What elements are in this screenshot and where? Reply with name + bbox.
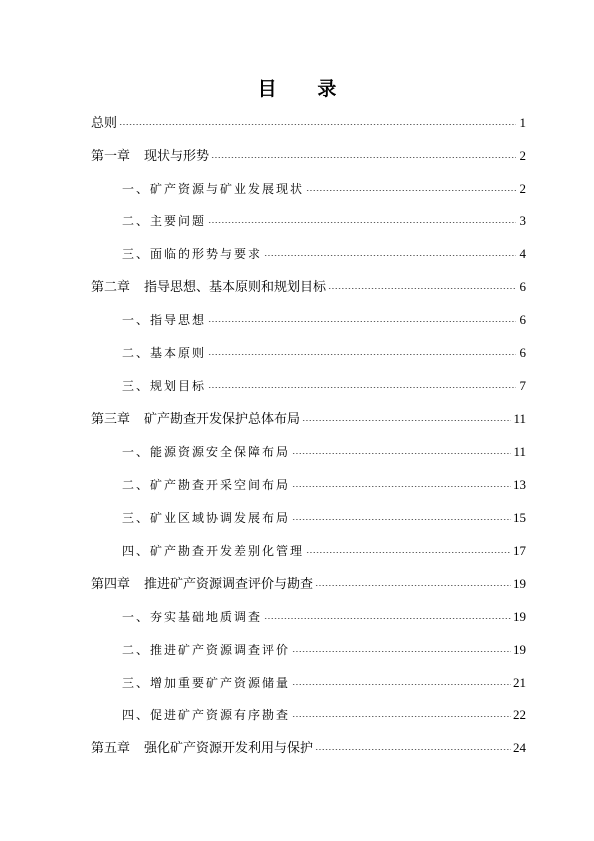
toc-page-number: 19: [513, 642, 526, 657]
toc-page-number: 17: [513, 543, 526, 558]
toc-page-number: 24: [513, 740, 526, 755]
dot-leader: [292, 651, 511, 652]
dot-leader: [302, 420, 511, 421]
chapter-number: 第三章: [91, 412, 131, 427]
toc-page-number: 15: [513, 510, 526, 525]
toc-entry-section[interactable]: [122, 476, 526, 494]
toc-page-number: 19: [513, 576, 526, 591]
dot-leader: [306, 552, 511, 553]
dot-leader: [208, 354, 516, 355]
toc-entry-label: 一、指导思想: [122, 313, 207, 327]
toc-entry-section[interactable]: [122, 377, 526, 395]
dot-leader: [264, 618, 511, 619]
toc-page-number: 3: [519, 213, 526, 228]
toc-entry-label: 三、增加重要矿产资源储量: [122, 676, 291, 690]
chapter-number: 第一章: [91, 149, 131, 164]
page-title: 目 录: [257, 78, 354, 100]
toc-entry-label: 二、基本原则: [122, 346, 207, 360]
toc-entry-section[interactable]: [122, 443, 526, 461]
dot-leader: [264, 255, 516, 256]
toc-entry-label: 强化矿产资源开发利用与保护: [144, 741, 314, 756]
toc-entry-label: 四、促进矿产资源有序勘查: [122, 708, 291, 722]
dot-leader: [211, 157, 516, 158]
toc-page-number: 2: [519, 181, 526, 196]
toc-page-number: 11: [513, 411, 526, 426]
toc-entry-label: 矿产勘查开发保护总体布局: [144, 412, 301, 427]
dot-leader: [208, 321, 516, 322]
dot-leader: [292, 684, 511, 685]
toc-entry-section[interactable]: [122, 706, 526, 724]
toc-entry-label: 三、规划目标: [122, 379, 207, 393]
toc-entry-label: 四、矿产勘查开发差别化管理: [122, 544, 305, 558]
dot-leader: [292, 453, 511, 454]
toc-page-number: 13: [513, 477, 526, 492]
toc-page-number: 19: [513, 609, 526, 624]
toc-entry-chapter-4[interactable]: [91, 575, 526, 593]
chapter-number: 第五章: [91, 741, 131, 756]
toc-entry-chapter-3[interactable]: [91, 410, 526, 428]
dot-leader: [292, 716, 511, 717]
toc-page-number: 7: [519, 378, 526, 393]
toc-entry-section[interactable]: [122, 344, 526, 362]
toc-page-number: 22: [513, 707, 526, 722]
toc-entry-chapter-5[interactable]: [91, 739, 526, 757]
dot-leader: [208, 387, 516, 388]
toc-page-number: 6: [519, 345, 526, 360]
toc-entry-label: 三、面临的形势与要求: [122, 247, 263, 261]
toc-entry-chapter-1[interactable]: [91, 147, 526, 165]
chapter-number: 第二章: [91, 280, 131, 295]
dot-leader: [315, 585, 511, 586]
toc-entry-label: 二、推进矿产资源调查评价: [122, 643, 291, 657]
toc-entry-section[interactable]: [122, 509, 526, 527]
toc-entry-section[interactable]: [122, 245, 526, 263]
toc-page-number: 11: [513, 444, 526, 459]
dot-leader: [292, 486, 511, 487]
toc-page-number: 4: [519, 246, 526, 261]
toc-entry-label: 一、能源资源安全保障布局: [122, 445, 291, 459]
toc-entry-label: 二、矿产勘查开采空间布局: [122, 478, 291, 492]
toc-entry-section[interactable]: [122, 641, 526, 659]
toc-entry-section[interactable]: [122, 608, 526, 626]
toc-entry-section[interactable]: [122, 180, 526, 198]
toc-entry-section[interactable]: [122, 311, 526, 329]
toc-page-number: 1: [519, 115, 526, 130]
dot-leader: [328, 288, 516, 289]
toc-page-number: 6: [519, 279, 526, 294]
toc-entry-general[interactable]: [91, 114, 526, 132]
dot-leader: [292, 519, 511, 520]
toc-page-number: 2: [519, 148, 526, 163]
toc-entry-section[interactable]: [122, 674, 526, 692]
toc-entry-section[interactable]: [122, 542, 526, 560]
toc-entry-label: 一、夯实基础地质调查: [122, 610, 263, 624]
toc-entry-section[interactable]: [122, 212, 526, 230]
toc-page-number: 21: [513, 675, 526, 690]
toc-entry-label: 一、矿产资源与矿业发展现状: [122, 182, 305, 196]
chapter-number: 第四章: [91, 577, 131, 592]
toc-entry-label: 指导思想、基本原则和规划目标: [144, 280, 327, 295]
toc-entry-label: 二、主要问题: [122, 214, 207, 228]
toc-entry-chapter-2[interactable]: [91, 278, 526, 296]
dot-leader: [306, 190, 516, 191]
toc-page-number: 6: [519, 312, 526, 327]
toc-entry-label: 现状与形势: [144, 149, 210, 164]
dot-leader: [315, 749, 511, 750]
dot-leader: [119, 124, 516, 125]
toc-entry-label: 推进矿产资源调查评价与勘查: [144, 577, 314, 592]
toc-entry-label: 总则: [91, 116, 118, 131]
toc-entry-label: 三、矿业区域协调发展布局: [122, 511, 291, 525]
dot-leader: [208, 222, 516, 223]
